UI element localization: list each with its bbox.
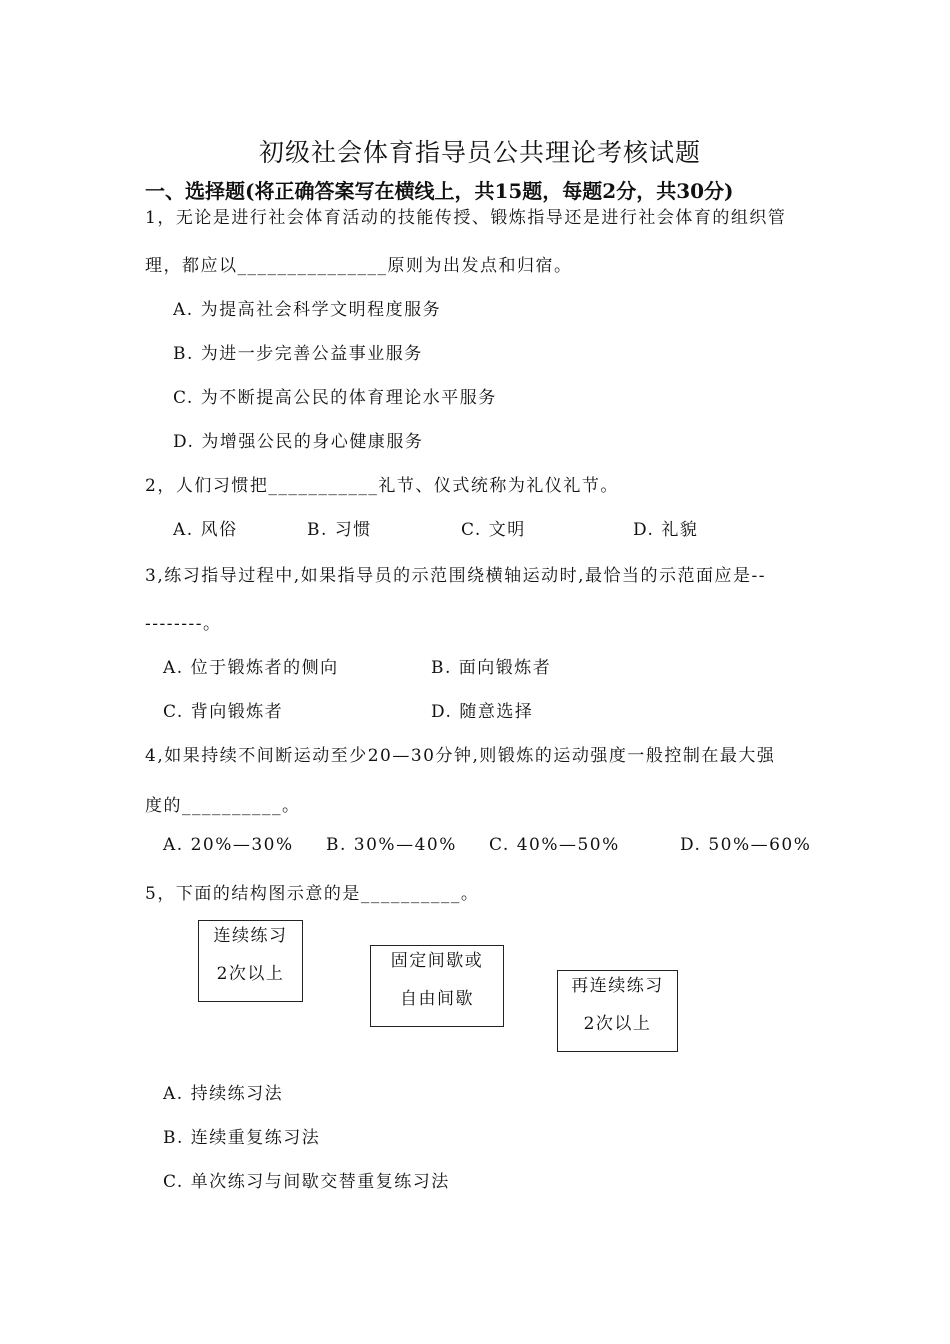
question-3-option-a: A. 位于锻炼者的侧向 <box>163 658 339 678</box>
question-1-line-1: 1，无论是进行社会体育活动的技能传授、锻炼指导还是进行社会体育的组织管 <box>145 208 787 228</box>
section-heading-choice: 一、选择题(将正确答案写在横线上，共15题，每题2分，共30分) <box>145 179 734 203</box>
diagram-box-1-line-2: 2次以上 <box>216 964 285 984</box>
question-5-option-a: A. 持续练习法 <box>163 1084 284 1104</box>
question-1-option-a: A. 为提高社会科学文明程度服务 <box>173 300 442 320</box>
question-3-option-c: C. 背向锻炼者 <box>163 702 284 722</box>
question-4-option-b: B. 30%—40% <box>326 835 457 855</box>
question-4-line-2: 度的__________。 <box>145 796 301 816</box>
question-2-option-c: C. 文明 <box>461 520 526 540</box>
diagram-box-interval <box>370 945 504 1027</box>
question-3-line-1: 3,练习指导过程中,如果指导员的示范围绕横轴运动时,最恰当的示范面应是-- <box>145 566 767 586</box>
question-5-option-c: C. 单次练习与间歇交替重复练习法 <box>163 1172 450 1192</box>
diagram-box-1-line-1: 连续练习 <box>213 926 288 946</box>
document-title: 初级社会体育指导员公共理论考核试题 <box>259 138 702 167</box>
question-4-line-1: 4,如果持续不间断运动至少20—30分钟,则锻炼的运动强度一般控制在最大强 <box>145 746 776 766</box>
diagram-box-repeat-practice <box>557 970 678 1052</box>
question-2-option-a: A. 风俗 <box>173 520 238 540</box>
question-5-option-b: B. 连续重复练习法 <box>163 1128 321 1148</box>
question-3-line-2: --------。 <box>145 614 222 634</box>
question-1-option-c: C. 为不断提高公民的体育理论水平服务 <box>173 388 497 408</box>
question-1-option-b: B. 为进一步完善公益事业服务 <box>173 344 423 364</box>
question-4-option-a: A. 20%—30% <box>163 835 294 855</box>
diagram-box-3-line-1: 再连续练习 <box>571 976 664 996</box>
question-2-option-d: D. 礼貌 <box>633 520 699 540</box>
question-4-option-c: C. 40%—50% <box>489 835 620 855</box>
diagram-box-3-line-2: 2次以上 <box>583 1014 652 1034</box>
diagram-box-continuous-practice <box>198 920 303 1002</box>
question-2-option-b: B. 习惯 <box>307 520 372 540</box>
question-3-option-d: D. 随意选择 <box>431 702 534 722</box>
question-3-option-b: B. 面向锻炼者 <box>431 658 552 678</box>
question-2-line-1: 2，人们习惯把___________礼节、仪式统称为礼仪礼节。 <box>145 476 619 496</box>
diagram-box-2-line-2: 自由间歇 <box>400 989 474 1009</box>
question-1-option-d: D. 为增强公民的身心健康服务 <box>173 432 424 452</box>
diagram-box-2-line-1: 固定间歇或 <box>390 951 484 971</box>
question-4-option-d: D. 50%—60% <box>680 835 812 855</box>
question-1-line-2: 理，都应以_______________原则为出发点和归宿。 <box>145 256 573 276</box>
question-5-line-1: 5，下面的结构图示意的是__________。 <box>145 884 480 904</box>
